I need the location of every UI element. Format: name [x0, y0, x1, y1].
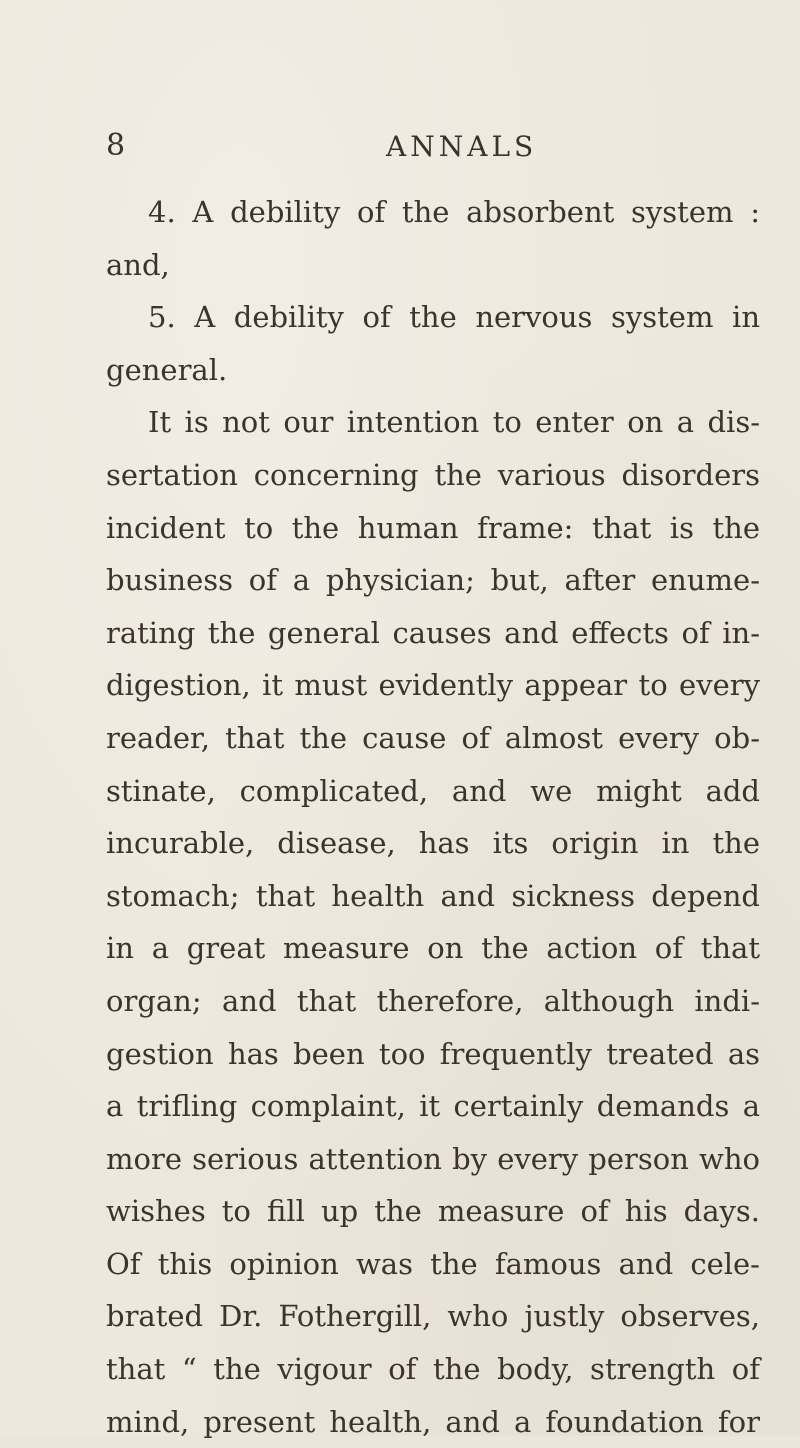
running-head: ANNALS: [386, 130, 538, 163]
text-line: and,: [106, 247, 170, 282]
text-line: 4. A debility of the absorbent system :: [148, 195, 760, 229]
text-line: sertation concerning the various disorders: [106, 457, 760, 492]
text-line: incident to the human frame: that is the: [106, 510, 760, 545]
text-line: It is not our intention to enter on a dis-: [148, 405, 760, 440]
body-text: [106, 186, 760, 1448]
text-line: brated Dr. Fothergill, who justly observes,: [106, 1299, 760, 1334]
text-line: in a great measure on the action of that: [106, 931, 760, 966]
text-line: organ; and that therefore, although indi-: [106, 983, 760, 1018]
text-line: more serious attention by every person who: [106, 1141, 760, 1176]
text-line: mind, present health, and a foundation for: [106, 1404, 760, 1439]
text-line: incurable, disease, has its origin in the: [106, 826, 760, 861]
text-line: stinate, complicated, and we might add: [106, 773, 760, 808]
text-line: rating the general causes and effects of in-: [106, 615, 760, 650]
text-line: Of this opinion was the famous and cele-: [106, 1246, 760, 1281]
text-line: reader, that the cause of almost every ob-: [106, 720, 760, 755]
text-line: business of a physician; but, after enume-: [106, 563, 760, 598]
text-line: stomach; that health and sickness depend: [106, 878, 760, 913]
text-line: general.: [106, 352, 228, 387]
text-line: wishes to fill up the measure of his days.: [106, 1194, 760, 1229]
text-line: digestion, it must evidently appear to every: [106, 668, 760, 703]
page-number: 8: [106, 128, 126, 163]
page-header: [0, 128, 800, 168]
text-line: gestion has been too frequently treated as: [106, 1036, 760, 1071]
text-line: a trifling complaint, it certainly demands a: [106, 1089, 760, 1124]
text-line: that “ the vigour of the body, strength of: [106, 1352, 760, 1387]
text-line: 5. A debility of the nervous system in: [148, 300, 760, 335]
